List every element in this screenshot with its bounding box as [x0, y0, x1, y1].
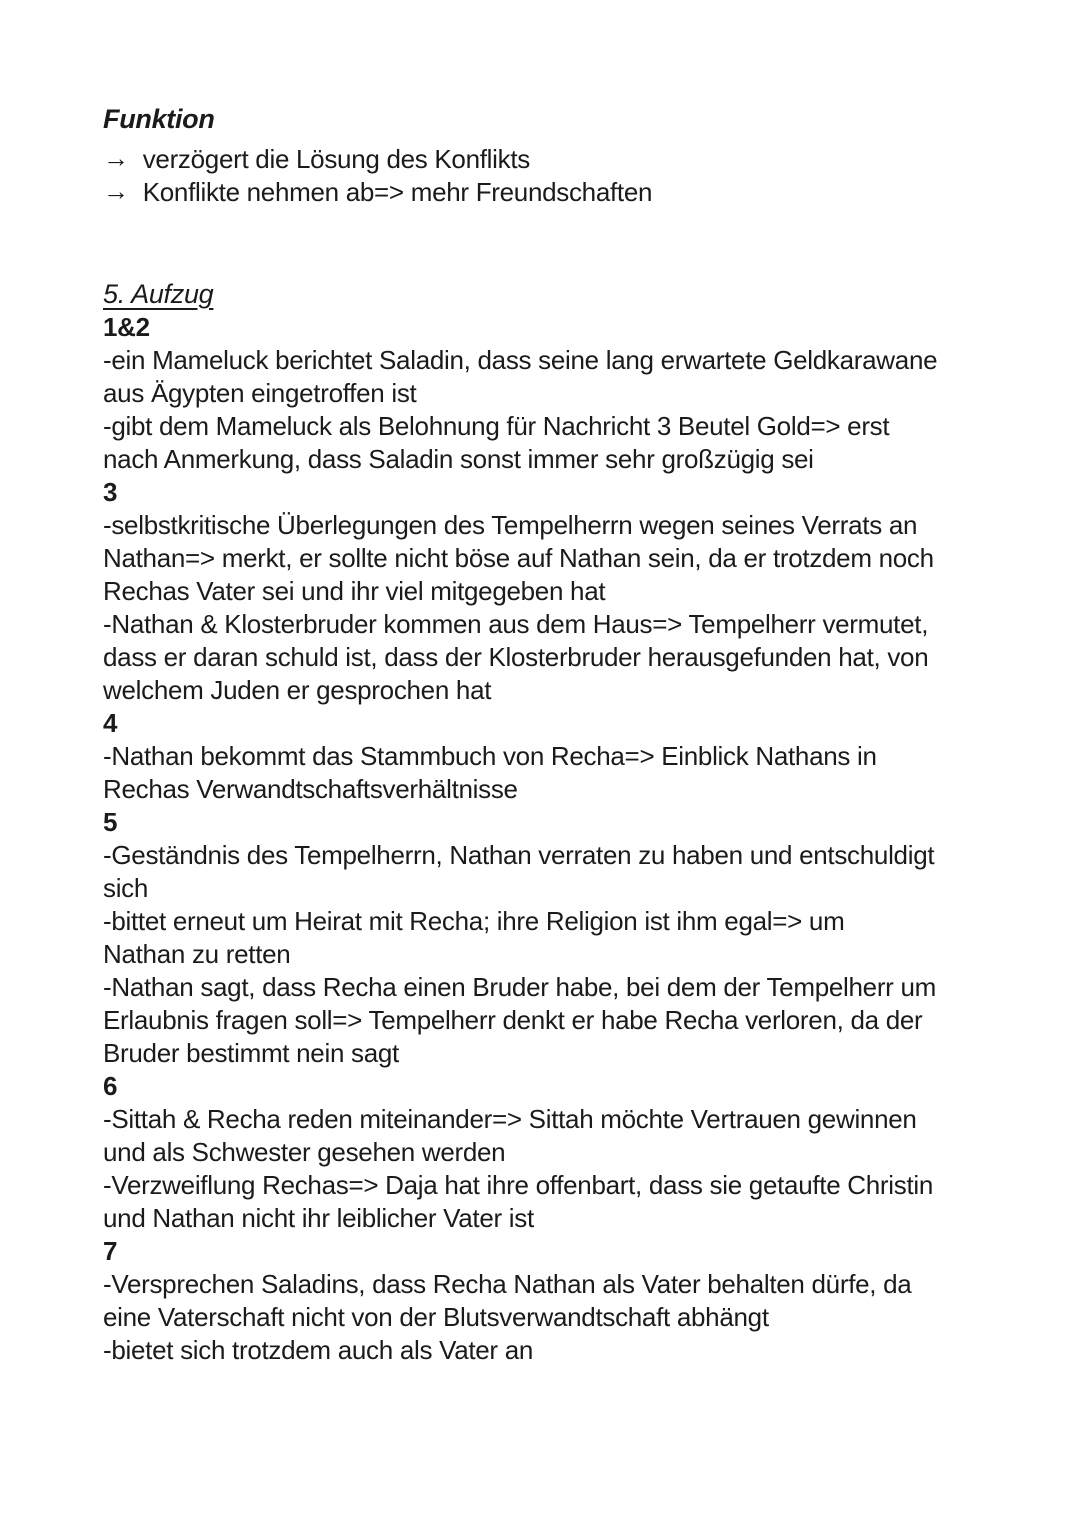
- text-line: sich: [103, 873, 149, 903]
- text-line: -Geständnis des Tempelherrn, Nathan verraten zu haben und entschuldigt: [103, 840, 935, 870]
- scene-label: 7: [103, 1236, 118, 1266]
- text-line: und als Schwester gesehen werden: [103, 1137, 506, 1167]
- page-title: Funktion: [103, 104, 215, 134]
- text-line: -Versprechen Saladins, dass Recha Nathan als Vater behalten dürfe, da: [103, 1269, 912, 1299]
- text-line: Rechas Vater sei und ihr viel mitgegeben hat: [103, 576, 606, 606]
- section-title: 5. Aufzug: [103, 279, 214, 309]
- text-line: aus Ägypten eingetroffen ist: [103, 378, 417, 408]
- function-item: [103, 176, 1010, 209]
- text-line: dass er daran schuld ist, dass der Klosterbruder herausgefunden hat, von: [103, 642, 929, 672]
- function-item-text: verzögert die Lösung des Konflikts: [142, 144, 530, 174]
- text-line: Bruder bestimmt nein sagt: [103, 1038, 399, 1068]
- text-line: -gibt dem Mameluck als Belohnung für Nachricht 3 Beutel Gold=> erst: [103, 411, 890, 441]
- scene-label: 1&2: [103, 312, 150, 342]
- text-line: eine Vaterschaft nicht von der Blutsverwandtschaft abhängt: [103, 1302, 769, 1332]
- text-line: welchem Juden er gesprochen hat: [103, 675, 492, 705]
- scene-label: 5: [103, 807, 118, 837]
- text-line: -Nathan sagt, dass Recha einen Bruder habe, bei dem der Tempelherr um: [103, 972, 936, 1002]
- text-line: Nathan=> merkt, er sollte nicht böse auf Nathan sein, da er trotzdem noch: [103, 543, 934, 573]
- text-line: -selbstkritische Überlegungen des Tempelherrn wegen seines Verrats an: [103, 510, 918, 540]
- text-line: Nathan zu retten: [103, 939, 291, 969]
- text-line: -Verzweiflung Rechas=> Daja hat ihre offenbart, dass sie getaufte Christin: [103, 1170, 934, 1200]
- arrow-right-icon: →: [103, 176, 129, 206]
- text-line: Erlaubnis fragen soll=> Tempelherr denkt er habe Recha verloren, da der: [103, 1005, 923, 1035]
- scene-label: 3: [103, 477, 118, 507]
- text-line: und Nathan nicht ihr leiblicher Vater ist: [103, 1203, 534, 1233]
- text-line: nach Anmerkung, dass Saladin sonst immer sehr großzügig sei: [103, 444, 814, 474]
- text-line: -Nathan bekommt das Stammbuch von Recha=> Einblick Nathans in: [103, 741, 877, 771]
- scene-label: 6: [103, 1071, 118, 1101]
- text-line: -bittet erneut um Heirat mit Recha; ihre Religion ist ihm egal=> um: [103, 906, 845, 936]
- scene-label: 4: [103, 708, 118, 738]
- text-line: -ein Mameluck berichtet Saladin, dass seine lang erwartete Geldkarawane: [103, 345, 938, 375]
- text-line: Rechas Verwandtschaftsverhältnisse: [103, 774, 518, 804]
- arrow-right-icon: →: [103, 143, 129, 173]
- text-line: -Nathan & Klosterbruder kommen aus dem Haus=> Tempelherr vermutet,: [103, 609, 929, 639]
- text-line: -bietet sich trotzdem auch als Vater an: [103, 1335, 534, 1365]
- function-item: [103, 143, 1010, 176]
- text-line: -Sittah & Recha reden miteinander=> Sittah möchte Vertrauen gewinnen: [103, 1104, 917, 1134]
- function-item-text: Konflikte nehmen ab=> mehr Freundschaften: [142, 177, 653, 207]
